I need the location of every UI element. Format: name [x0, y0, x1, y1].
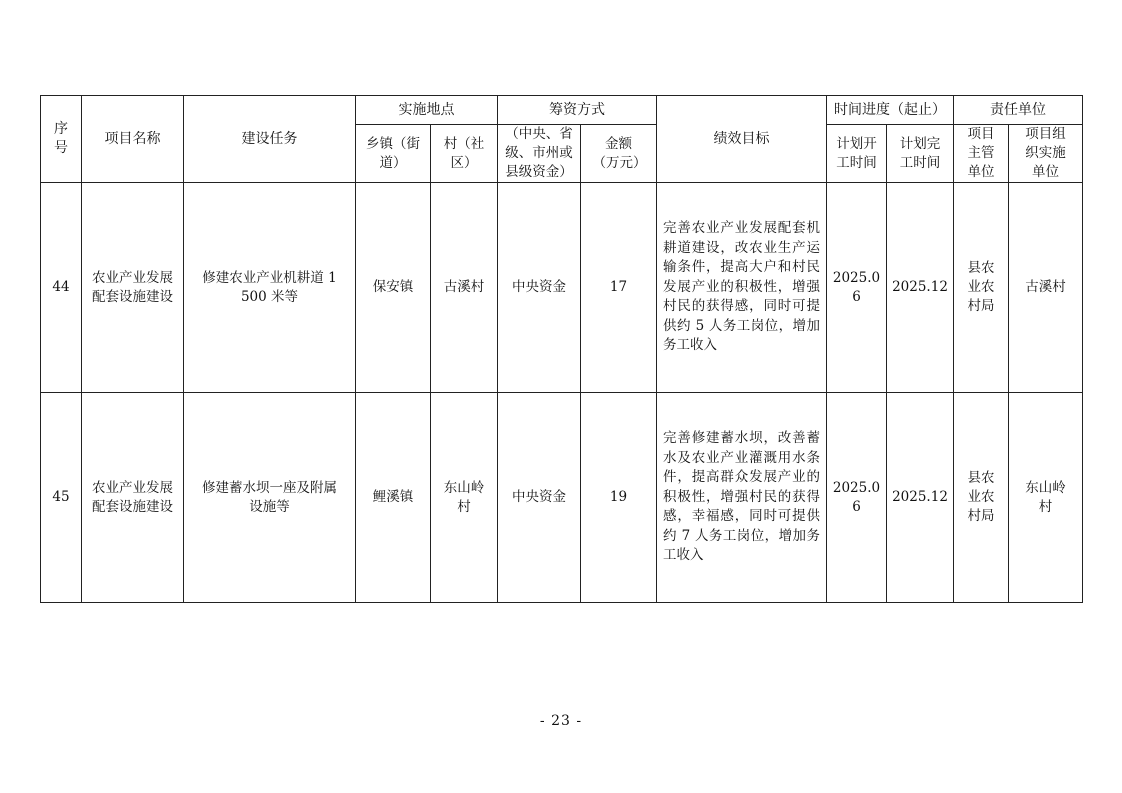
cell-dept: 县农业农村局	[954, 393, 1009, 603]
cell-task: 修建农业产业机耕道 1500 米等	[184, 183, 356, 393]
cell-funding-source: 中央资金	[498, 183, 581, 393]
cell-impl: 东山岭村	[1009, 393, 1083, 603]
cell-seq: 44	[41, 183, 82, 393]
cell-village: 东山岭村	[431, 393, 498, 603]
header-funding-group: 筹资方式	[498, 96, 657, 125]
cell-task: 修建蓄水坝一座及附属设施等	[184, 393, 356, 603]
cell-dept: 县农业农村局	[954, 183, 1009, 393]
cell-village: 古溪村	[431, 183, 498, 393]
header-dept: 项目主管单位	[954, 125, 1009, 183]
project-table	[40, 95, 1083, 603]
cell-funding-source: 中央资金	[498, 393, 581, 603]
cell-start: 2025.06	[827, 183, 887, 393]
header-town: 乡镇（街道）	[356, 125, 431, 183]
cell-amount: 17	[581, 183, 657, 393]
header-location-group: 实施地点	[356, 96, 498, 125]
header-village: 村（社区）	[431, 125, 498, 183]
table-row	[41, 393, 1083, 603]
cell-end: 2025.12	[887, 183, 954, 393]
cell-project-name: 农业产业发展配套设施建设	[82, 393, 184, 603]
cell-end: 2025.12	[887, 393, 954, 603]
header-group-row	[41, 96, 1083, 125]
cell-seq: 45	[41, 393, 82, 603]
header-responsibility-group: 责任单位	[954, 96, 1083, 125]
cell-impl: 古溪村	[1009, 183, 1083, 393]
header-start: 计划开工时间	[827, 125, 887, 183]
header-goal: 绩效目标	[657, 96, 827, 183]
cell-start: 2025.06	[827, 393, 887, 603]
cell-project-name: 农业产业发展配套设施建设	[82, 183, 184, 393]
table-row	[41, 183, 1083, 393]
cell-goal: 完善农业产业发展配套机耕道建设，改农业生产运输条件，提高大户和村民发展产业的积极性，增强村民的获得感，同时可提供约 5 人务工岗位，增加务工收入	[657, 183, 827, 393]
header-project-name: 项目名称	[82, 96, 184, 183]
cell-amount: 19	[581, 393, 657, 603]
header-funding-source: （中央、省级、市州或县级资金）	[498, 125, 581, 183]
header-schedule-group: 时间进度（起止）	[827, 96, 954, 125]
header-end: 计划完工时间	[887, 125, 954, 183]
page-number: - 23 -	[539, 713, 583, 729]
header-seq: 序号	[41, 96, 82, 183]
header-task: 建设任务	[184, 96, 356, 183]
cell-town: 鲤溪镇	[356, 393, 431, 603]
header-impl: 项目组织实施单位	[1009, 125, 1083, 183]
cell-town: 保安镇	[356, 183, 431, 393]
header-amount: 金额（万元）	[581, 125, 657, 183]
cell-goal: 完善修建蓄水坝，改善蓄水及农业产业灌溉用水条件，提高群众发展产业的积极性，增强村民的获得感，幸福感，同时可提供约 7 人务工岗位，增加务工收入	[657, 393, 827, 603]
